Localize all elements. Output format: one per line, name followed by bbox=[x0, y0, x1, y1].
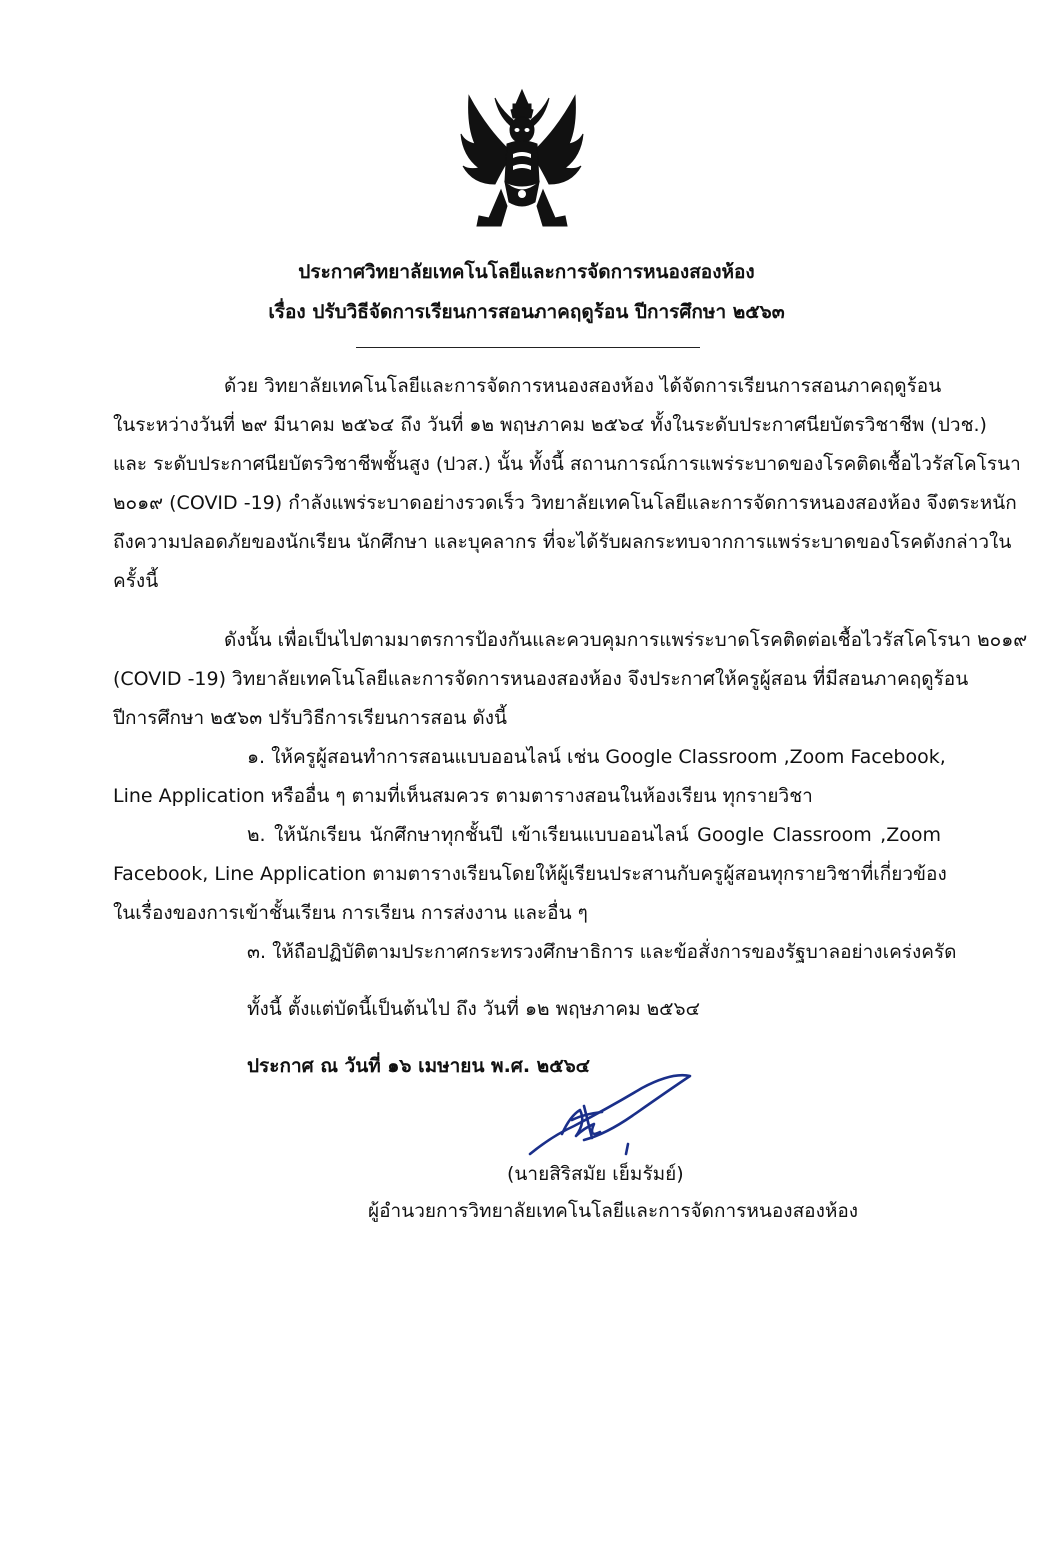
list-item-1-line: ๑. ให้ครูผู้สอนทำการสอนแบบออนไลน์ เช่น Google Classroom ,Zoom Facebook, bbox=[247, 746, 946, 768]
garuda-emblem-icon bbox=[455, 86, 589, 232]
paragraph-1-line: ด้วย วิทยาลัยเทคโนโลยีและการจัดการหนองสองห้อง ได้จัดการเรียนการสอนภาคฤดูร้อน bbox=[224, 375, 942, 397]
list-item-2-line: Facebook, Line Application ตามตารางเรียนโดยให้ผู้เรียนประสานกับครูผู้สอนทุกรายวิชาที่เกี่ยวข้อง bbox=[113, 863, 947, 885]
paragraph-1-line: ในระหว่างวันที่ ๒๙ มีนาคม ๒๕๖๔ ถึง วันที่ ๑๒ พฤษภาคม ๒๕๖๔ ทั้งในระดับประกาศนียบัตรวิชาชีพ (ปวช.) bbox=[113, 414, 987, 436]
paragraph-2-line: (COVID -19) วิทยาลัยเทคโนโลยีและการจัดการหนองสองห้อง จึงประกาศให้ครูผู้สอน ที่มีสอนภาคฤดูร้อน bbox=[113, 668, 969, 690]
list-item-3: ๓. ให้ถือปฏิบัติตามประกาศกระทรวงศึกษาธิการ และข้อสั่งการของรัฐบาลอย่างเคร่งครัด bbox=[247, 941, 957, 963]
title-underline bbox=[356, 347, 700, 348]
paragraph-2-line: ดังนั้น เพื่อเป็นไปตามมาตรการป้องกันและควบคุมการแพร่ระบาดโรคติดต่อเชื้อไวรัสโคโรนา ๒๐๑๙ bbox=[224, 629, 1028, 651]
signatory-position: ผู้อำนวยการวิทยาลัยเทคโนโลยีและการจัดการหนองสองห้อง bbox=[368, 1200, 859, 1222]
paragraph-2-line: ปีการศึกษา ๒๕๖๓ ปรับวิธีการเรียนการสอน ดังนี้ bbox=[113, 707, 508, 729]
announcement-date: ประกาศ ณ วันที่ ๑๖ เมษายน พ.ศ. ๒๕๖๔ bbox=[247, 1055, 591, 1077]
list-item-2-line: ในเรื่องของการเข้าชั้นเรียน การเรียน การส่งงาน และอื่น ๆ bbox=[113, 902, 588, 924]
list-item-2-line: ๒. ให้นักเรียน นักศึกษาทุกชั้นปี เข้าเรียนแบบออนไลน์ Google Classroom ,Zoom bbox=[247, 824, 941, 846]
signatory-name: (นายสิริสมัย เย็มรัมย์) bbox=[507, 1163, 684, 1185]
paragraph-1-line: ๒๐๑๙ (COVID -19) กำลังแพร่ระบาดอย่างรวดเร็ว วิทยาลัยเทคโนโลยีและการจัดการหนองสองห้อง จึงตระหนัก bbox=[113, 492, 1017, 514]
paragraph-1-line: ถึงความปลอดภัยของนักเรียน นักศึกษา และบุคลากร ที่จะได้รับผลกระทบจากการแพร่ระบาดของโรคดังกล่าวใน bbox=[113, 531, 1012, 553]
paragraph-1-line: ครั้งนี้ bbox=[113, 570, 159, 592]
list-item-1-line: Line Application หรืออื่น ๆ ตามที่เห็นสมควร ตามตารางสอนในห้องเรียน ทุกรายวิชา bbox=[113, 785, 813, 807]
announcement-title: ประกาศวิทยาลัยเทคโนโลยีและการจัดการหนองสองห้อง bbox=[298, 261, 755, 283]
paragraph-1-line: และ ระดับประกาศนียบัตรวิชาชีพชั้นสูง (ปวส.) นั้น ทั้งนี้ สถานการณ์การแพร่ระบาดของโรคติดเชื้อไวรัสโคโรนา bbox=[113, 453, 1021, 475]
announcement-subject: เรื่อง ปรับวิธีจัดการเรียนการสอนภาคฤดูร้อน ปีการศึกษา ๒๕๖๓ bbox=[268, 301, 785, 323]
handwritten-signature-icon bbox=[522, 1066, 697, 1166]
effective-period: ทั้งนี้ ตั้งแต่บัดนี้เป็นต้นไป ถึง วันที่ ๑๒ พฤษภาคม ๒๕๖๔ bbox=[247, 998, 700, 1020]
